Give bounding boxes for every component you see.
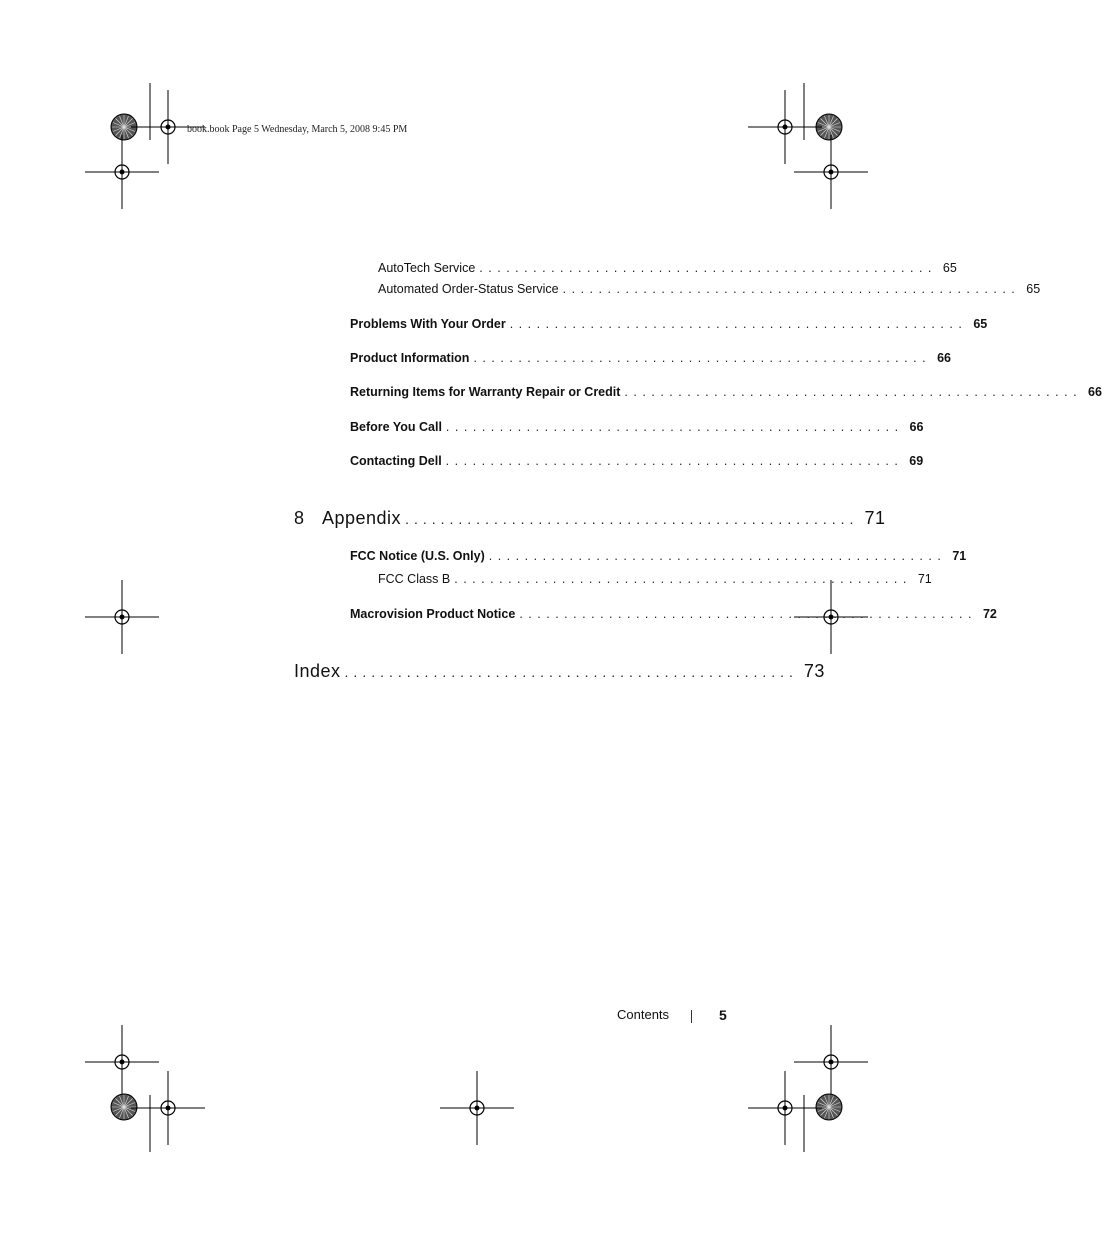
footer-section-label: Contents xyxy=(617,1007,670,1022)
dot-leader: ................................................... xyxy=(454,572,912,586)
crosshair-left-lower xyxy=(85,1025,159,1099)
toc-entry-before-call[interactable] xyxy=(350,420,924,434)
toc-entry-label: AutoTech Service xyxy=(378,261,476,275)
toc-entry-page: 65 xyxy=(973,317,988,331)
dot-leader: ................................................... xyxy=(509,317,968,331)
crosshair-bottom-center xyxy=(440,1071,514,1145)
toc-entry-macrovision[interactable] xyxy=(350,607,997,621)
toc-entry-page: 71 xyxy=(952,549,967,563)
toc-entry-label: Contacting Dell xyxy=(350,454,442,468)
crosshair-left-upper xyxy=(85,135,159,209)
toc-entry-product-info[interactable] xyxy=(350,351,951,365)
toc-entry-returning[interactable] xyxy=(350,385,1102,399)
crosshair-right-upper xyxy=(794,135,868,209)
toc-chapter-appendix[interactable] xyxy=(294,508,886,529)
crosshair-bottom-right xyxy=(748,1071,822,1145)
dot-leader: ................................................... xyxy=(562,282,1021,296)
dot-leader: ................................................... xyxy=(473,351,932,365)
starburst-bottom-right xyxy=(816,1094,842,1120)
crosshair-bottom-left xyxy=(131,1071,205,1145)
toc-entry-page: 66 xyxy=(909,420,924,434)
toc-entry-label: Problems With Your Order xyxy=(350,317,506,331)
toc-entry-label: Product Information xyxy=(350,351,470,365)
crosshair-top-right xyxy=(748,90,822,164)
toc-entry-page: 66 xyxy=(1088,385,1102,399)
toc-entry-label: Macrovision Product Notice xyxy=(350,607,516,621)
dot-leader: ................................................... xyxy=(519,607,977,621)
toc-entry-label: Before You Call xyxy=(350,420,442,434)
dot-leader: ................................................... xyxy=(405,511,859,527)
toc-entry-order-status[interactable] xyxy=(378,282,1041,296)
toc-entry-label: Index xyxy=(294,661,341,681)
toc-entry-label: FCC Notice (U.S. Only) xyxy=(350,549,485,563)
crosshair-left-middle xyxy=(85,580,159,654)
print-slug: book.book Page 5 Wednesday, March 5, 2008 9:45 PM xyxy=(187,124,408,135)
toc-entry-page: 72 xyxy=(982,607,997,621)
toc-entry-label: Returning Items for Warranty Repair or Credit xyxy=(350,385,621,399)
crosshair-right-lower xyxy=(794,1025,868,1099)
page-number: 5 xyxy=(719,1007,727,1023)
toc-entry-label: Automated Order-Status Service xyxy=(378,282,559,296)
dot-leader: ................................................... xyxy=(344,664,798,680)
toc-entry-page: 69 xyxy=(909,454,924,468)
starburst-bottom-left xyxy=(111,1094,137,1120)
toc-entry-label: Appendix xyxy=(322,508,402,528)
toc-entry-page: 66 xyxy=(937,351,951,365)
toc-chapter-index[interactable] xyxy=(294,661,825,682)
toc-entry-fcc-notice[interactable] xyxy=(350,549,967,563)
footer-divider xyxy=(691,1010,692,1023)
dot-leader: ................................................... xyxy=(445,420,904,434)
chapter-number: 8 xyxy=(294,508,305,528)
toc-entry-label: FCC Class B xyxy=(378,572,451,586)
dot-leader: ................................................... xyxy=(624,385,1083,399)
dot-leader: ................................................... xyxy=(488,549,947,563)
dot-leader: ................................................... xyxy=(479,261,937,275)
dot-leader: ................................................... xyxy=(445,454,904,468)
toc-entry-page: 65 xyxy=(942,261,957,275)
toc-entry-autotech[interactable] xyxy=(378,261,957,275)
toc-entry-page: 65 xyxy=(1026,282,1041,296)
toc-entry-page: 71 xyxy=(917,572,932,586)
toc-entry-problems-order[interactable] xyxy=(350,317,988,331)
toc-entry-page: 73 xyxy=(803,661,825,681)
toc-entry-fcc-class-b[interactable] xyxy=(378,572,932,586)
toc-entry-page: 71 xyxy=(864,508,886,528)
toc-entry-contacting[interactable] xyxy=(350,454,924,468)
